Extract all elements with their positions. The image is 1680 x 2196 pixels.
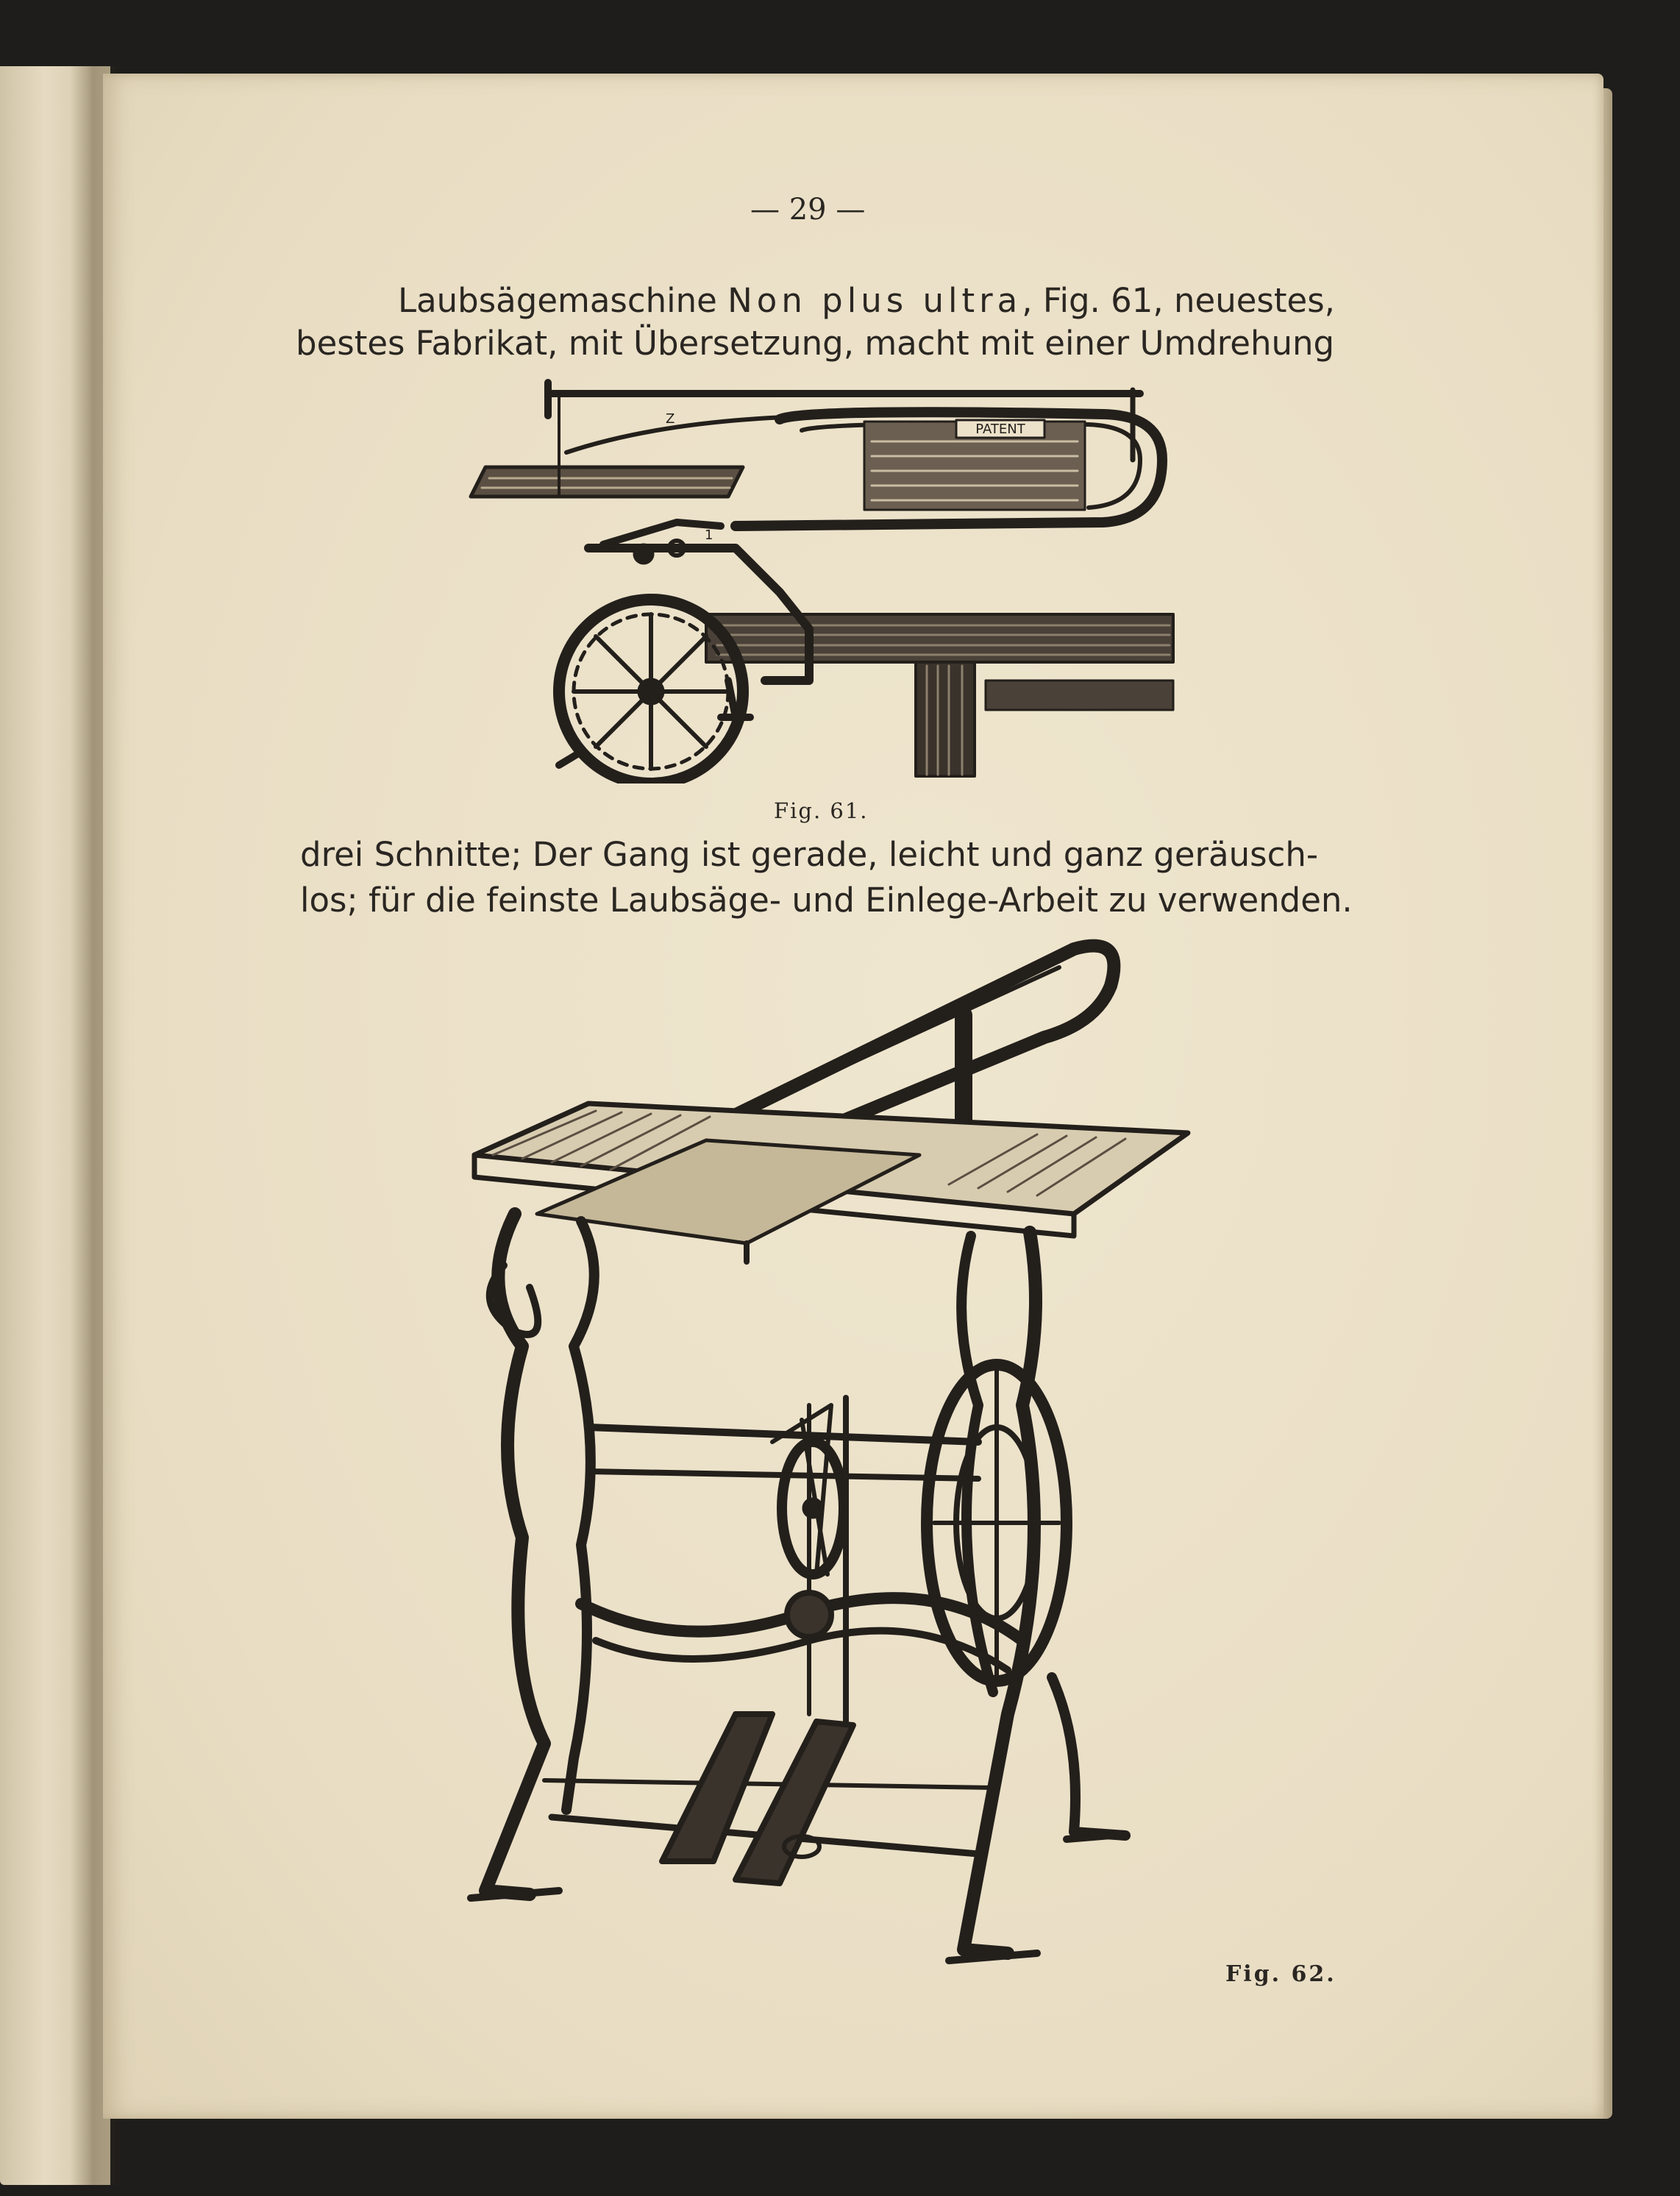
figure-62-illustration bbox=[463, 934, 1214, 1994]
intro-line-1-rest: , Fig. 61, neuestes, bbox=[1022, 281, 1335, 320]
description-line-4: los; für die feinste Laubsäge- und Einlege-Arbeit zu verwenden. bbox=[300, 881, 1353, 920]
description-line-3: drei Schnitte; Der Gang ist gerade, leicht und ganz geräusch- bbox=[300, 835, 1319, 874]
marker-z: Z bbox=[666, 411, 675, 427]
figure-61-caption: Fig. 61. bbox=[774, 798, 869, 823]
figure-62-caption: Fig. 62. bbox=[1225, 1961, 1336, 1987]
intro-line-1 bbox=[398, 281, 1335, 320]
patent-plate-text: PATENT bbox=[975, 422, 1025, 437]
intro-line-2: bestes Fabrikat, mit Übersetzung, macht mit einer Umdrehung bbox=[296, 324, 1335, 363]
product-name: Non plus ultra bbox=[727, 281, 1022, 320]
page-number: — 29 — bbox=[750, 193, 866, 227]
figure-61-illustration bbox=[456, 372, 1192, 783]
marker-1: 1 bbox=[705, 527, 713, 543]
intro-lead: Laubsägemaschine bbox=[398, 281, 717, 320]
